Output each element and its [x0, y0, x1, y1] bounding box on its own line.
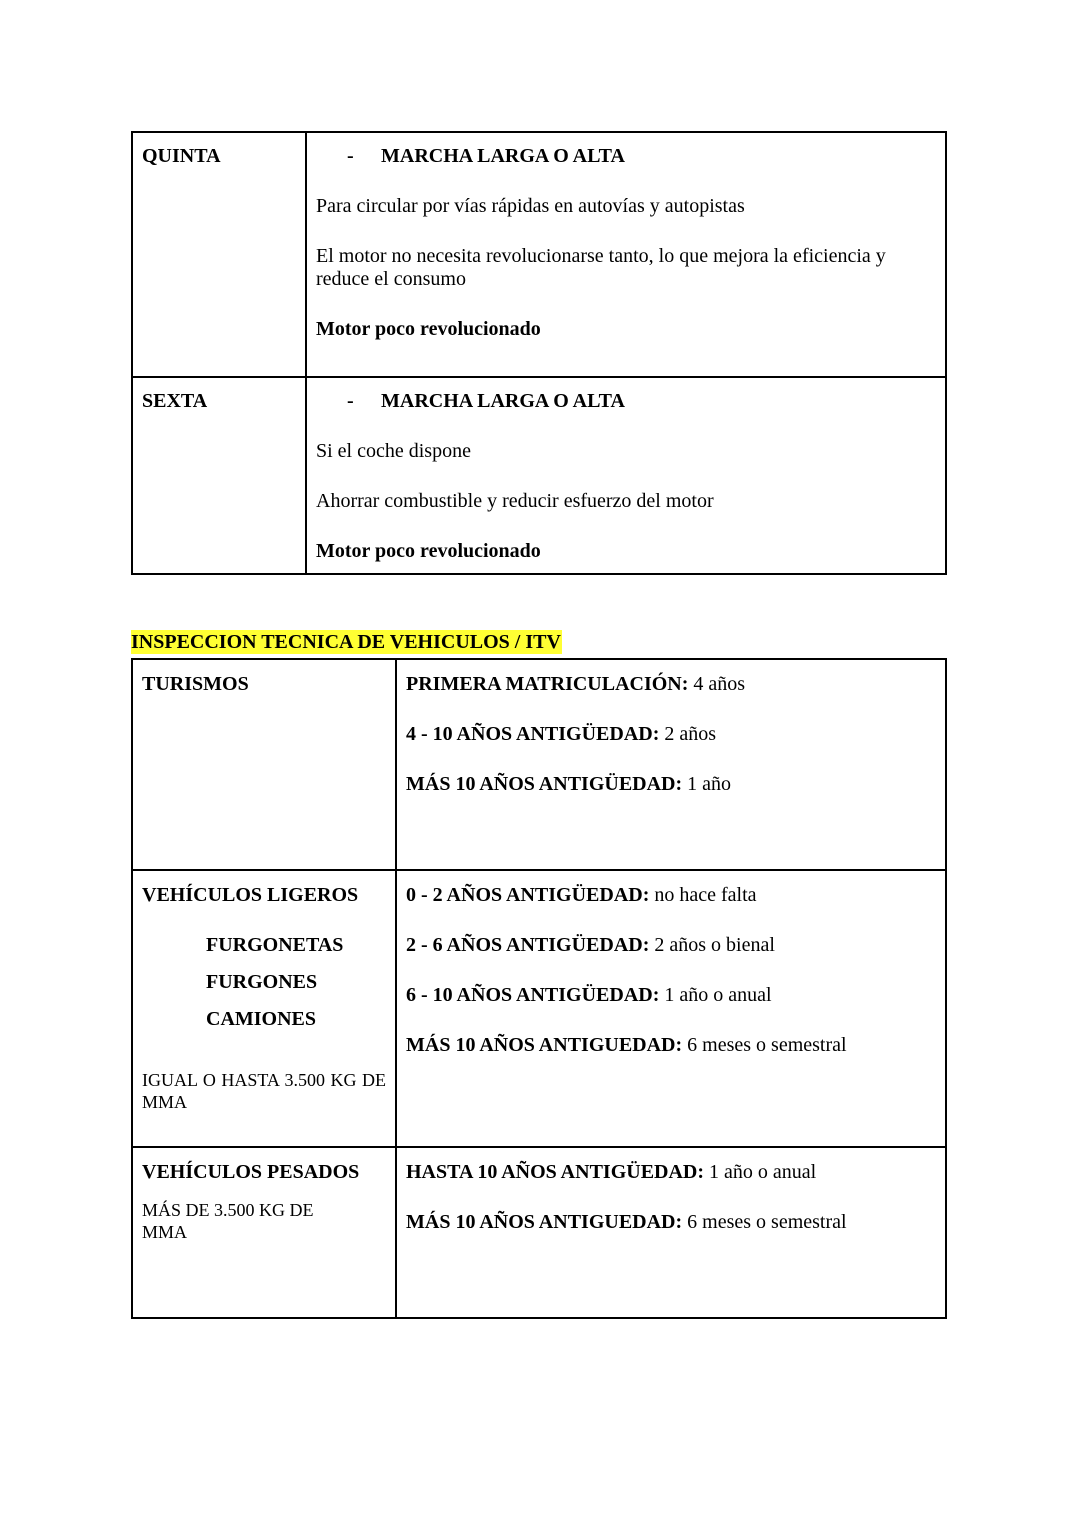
vehicle-category — [132, 870, 396, 1147]
rule-line — [406, 773, 936, 796]
rule-line — [406, 1211, 936, 1234]
itv-row-pesados — [132, 1147, 946, 1318]
weight-note: MÁS DE 3.500 KG DE MMA — [142, 1200, 314, 1242]
rule-label: MÁS 10 AÑOS ANTIGUEDAD: — [406, 1211, 683, 1233]
rule-line — [406, 984, 936, 1007]
gear-description — [306, 377, 946, 574]
rule-label: 6 - 10 AÑOS ANTIGÜEDAD: — [406, 984, 660, 1006]
gear-summary — [316, 540, 936, 563]
itv-heading: INSPECCION TECNICA DE VEHICULOS / ITV — [131, 631, 561, 653]
gear-line: Para circular por vías rápidas en autovías y autopistas — [316, 195, 745, 217]
subtype-list — [142, 934, 386, 1031]
rule-line — [406, 1161, 936, 1184]
gear-title — [316, 145, 936, 168]
itv-row-ligeros — [132, 870, 946, 1147]
rule-value: 4 años — [688, 673, 746, 695]
rule-value: 6 meses o semestral — [682, 1034, 847, 1056]
gear-description — [306, 132, 946, 377]
bullet-dash: - — [347, 145, 354, 167]
rule-label: 4 - 10 AÑOS ANTIGÜEDAD: — [406, 723, 660, 745]
gear-summary-text: Motor poco revolucionado — [316, 318, 541, 340]
rule-label: MÁS 10 AÑOS ANTIGUEDAD: — [406, 1034, 683, 1056]
inspection-rules — [396, 1147, 946, 1318]
subtype-item: CAMIONES — [206, 1008, 317, 1030]
rule-value: 1 año o anual — [659, 984, 772, 1006]
gears-table — [131, 131, 947, 575]
gear-line: El motor no necesita revolucionarse tanto, lo que mejora la eficiencia y reduce el consumo — [316, 245, 886, 290]
gear-summary-text: Motor poco revolucionado — [316, 540, 541, 562]
rule-label: MÁS 10 AÑOS ANTIGÜEDAD: — [406, 773, 683, 795]
gear-row-quinta — [132, 132, 946, 377]
gear-row-sexta — [132, 377, 946, 574]
rule-line — [406, 884, 936, 907]
gear-name: SEXTA — [132, 377, 306, 574]
gear-title — [316, 390, 936, 413]
subtype-item: FURGONETAS — [206, 934, 344, 956]
gear-line: Si el coche dispone — [316, 440, 471, 462]
inspection-rules — [396, 870, 946, 1147]
itv-row-turismos — [132, 659, 946, 870]
gear-title-text: MARCHA LARGA O ALTA — [381, 390, 625, 412]
category-name: VEHÍCULOS PESADOS — [142, 1161, 360, 1183]
gear-title-text: MARCHA LARGA O ALTA — [381, 145, 625, 167]
weight-note: IGUAL O HASTA 3.500 KG DE MMA — [142, 1070, 386, 1112]
rule-value: 2 años o bienal — [649, 934, 775, 956]
category-name: TURISMOS — [142, 673, 249, 695]
gear-line: Ahorrar combustible y reducir esfuerzo del motor — [316, 490, 714, 512]
vehicle-category — [132, 659, 396, 870]
rule-value: 6 meses o semestral — [682, 1211, 847, 1233]
category-name: VEHÍCULOS LIGEROS — [142, 884, 359, 906]
rule-line — [406, 934, 936, 957]
rule-value: 1 año — [682, 773, 732, 795]
rule-value: 1 año o anual — [704, 1161, 817, 1183]
subtype-item: FURGONES — [206, 971, 318, 993]
gear-summary — [316, 318, 936, 341]
rule-value: 2 años — [659, 723, 717, 745]
rule-value: no hace falta — [649, 884, 757, 906]
rule-label: PRIMERA MATRICULACIÓN: — [406, 673, 689, 695]
inspection-rules — [396, 659, 946, 870]
vehicle-category — [132, 1147, 396, 1318]
itv-table — [131, 658, 947, 1319]
gear-name: QUINTA — [132, 132, 306, 377]
rule-line — [406, 723, 936, 746]
rule-label: HASTA 10 AÑOS ANTIGÜEDAD: — [406, 1161, 705, 1183]
rule-label: 0 - 2 AÑOS ANTIGÜEDAD: — [406, 884, 650, 906]
rule-line — [406, 1034, 936, 1057]
bullet-dash: - — [347, 390, 354, 412]
rule-label: 2 - 6 AÑOS ANTIGÜEDAD: — [406, 934, 650, 956]
rule-line — [406, 673, 936, 696]
